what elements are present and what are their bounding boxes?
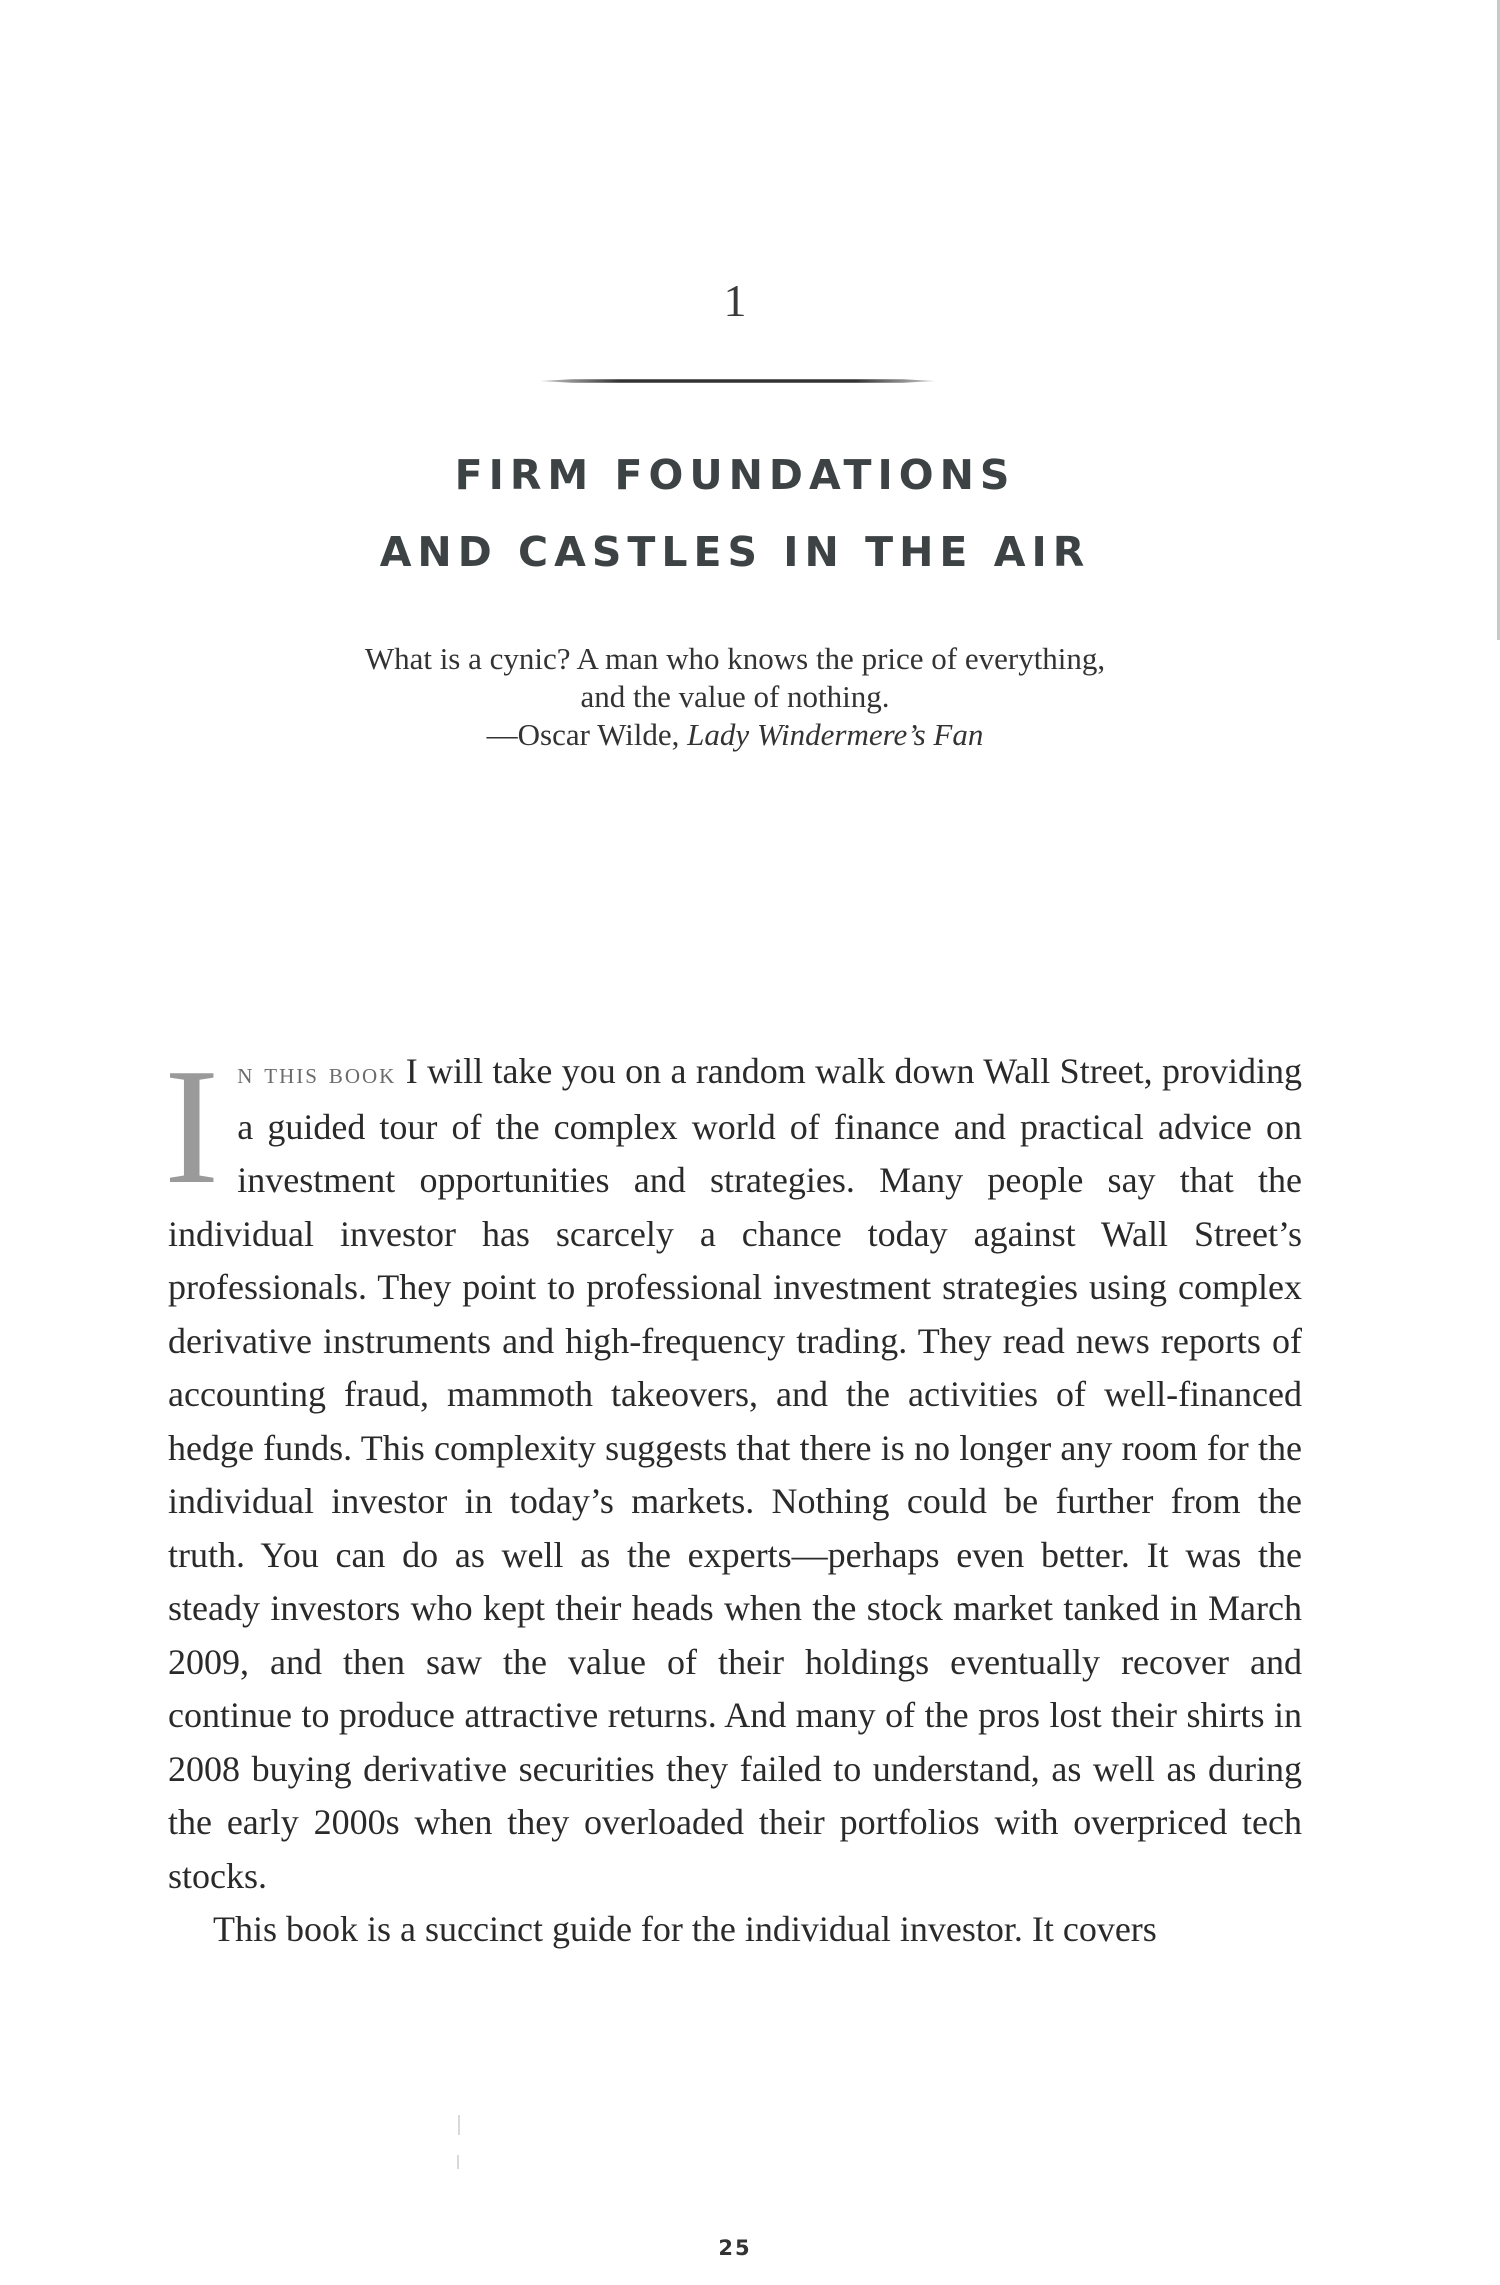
body-text — [164, 1034, 1303, 1957]
page-number: 25 — [718, 2236, 752, 2260]
scan-speck — [458, 2115, 460, 2135]
scan-speck — [457, 2155, 459, 2169]
epigraph-line-1: What is a cynic? A man who knows the price of everything, — [364, 641, 1106, 676]
epigraph-attribution — [0, 716, 1470, 754]
chapter-title-line-1: FIRM FOUNDATIONS — [454, 451, 1016, 499]
epigraph-line-2: and the value of nothing. — [580, 679, 890, 714]
epigraph-work-title: Lady Windermere’s Fan — [687, 717, 984, 752]
chapter-divider-rule — [540, 378, 935, 384]
paragraph-2: This book is a succinct guide for the individual investor. It covers — [213, 1909, 1157, 1949]
paragraph-1 — [164, 1034, 1303, 1903]
epigraph — [0, 640, 1470, 754]
paragraph-1-text: I will take you on a random walk down Wall Street, providing a guided tour of the complex world of finance and practical advice on investment opportunities and strategies. Many people say that the individual investor has scarcely a chance today against Wall Street’s professionals. They point to professional investment strategies using complex derivative instruments and high-frequency trading. They read news reports of accounting fraud, mammoth takeovers, and the activities of well-financed hedge funds. This complexity suggests that there is no longer any room for the individual investor in today’s markets. Nothing could be further from the truth. You can do as well as the experts—perhaps even better. It was the steady investors who kept their heads when the stock market tanked in March 2009, and then saw the value of their holdings eventually recover and continue to produce attractive returns. And many of the pros lost their shirts in 2008 buying derivative securities they failed to understand, as well as during the early 2000s when they overloaded their portfolios with overpriced tech stocks. — [168, 1051, 1303, 1896]
epigraph-author: —Oscar Wilde, — [486, 717, 688, 752]
chapter-number: 1 — [723, 275, 747, 326]
drop-cap: I — [164, 1034, 220, 1218]
chapter-title-line-2: AND CASTLES IN THE AIR — [379, 528, 1091, 576]
lead-in-smallcaps: n this book — [237, 1057, 397, 1090]
